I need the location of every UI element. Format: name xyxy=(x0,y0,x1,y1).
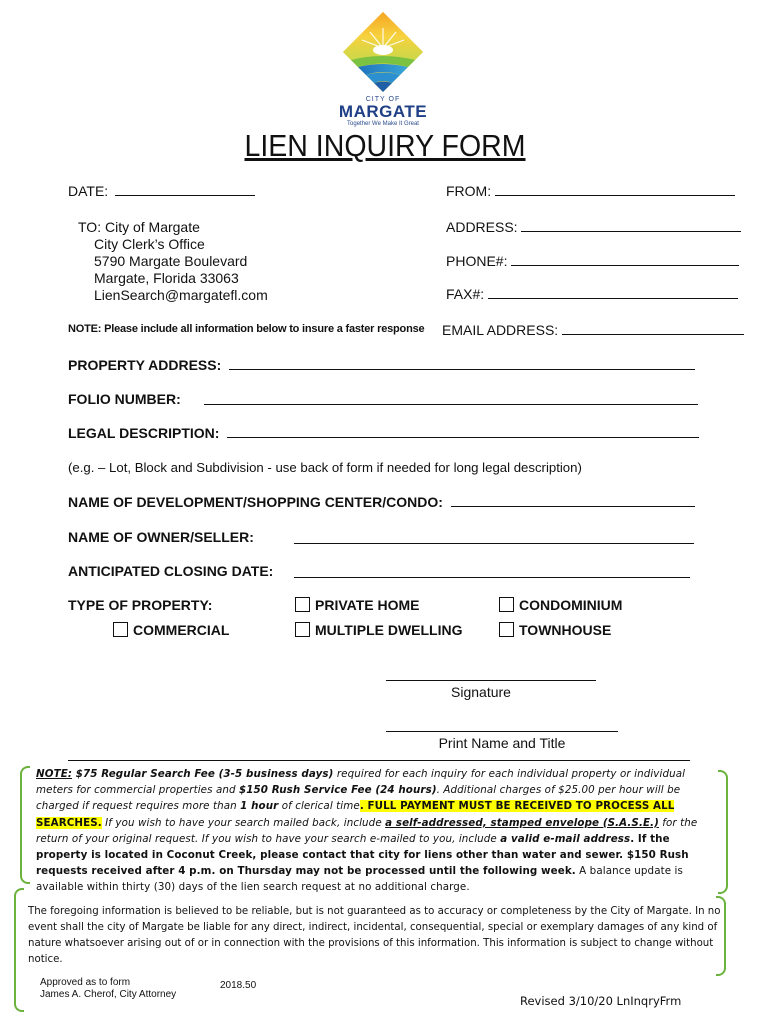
commercial-label: COMMERCIAL xyxy=(133,622,230,638)
fee-text-10: for the return of your original request. If you wish to have your search e-mailed to you, include xyxy=(36,816,698,845)
private-home-label: PRIVATE HOME xyxy=(315,597,420,613)
owner-seller-field[interactable] xyxy=(68,529,254,545)
instruction-note: NOTE: Please include all information below to insure a faster response xyxy=(68,323,425,335)
townhouse-label: TOWNHOUSE xyxy=(519,622,612,638)
phone-label: PHONE#: xyxy=(446,253,508,269)
fee-text-12: . If the property is located in Coconut Creek, please contact that city for liens other than water and sewer. $150 Rush requests received after 4 p.m. on Thursday may not be processed until the following week. xyxy=(36,832,689,878)
city-logo xyxy=(318,8,448,127)
fee-note-text xyxy=(36,766,712,896)
folio-number-label: FOLIO NUMBER: xyxy=(68,391,181,407)
to-line-3: 5790 Margate Boulevard xyxy=(94,253,248,269)
from-blank[interactable] xyxy=(495,183,735,196)
email-label: EMAIL ADDRESS: xyxy=(442,322,559,338)
legal-description-hint: (e.g. – Lot, Block and Subdivision - use back of form if needed for long legal description) xyxy=(68,460,582,475)
fee-text-8: If you wish to have your search mailed back, include xyxy=(101,816,386,829)
section-divider xyxy=(68,760,690,761)
date-label: DATE: xyxy=(68,183,109,199)
logo-city-of: CITY OF xyxy=(365,96,401,103)
logo-tagline: Together We Make It Great xyxy=(347,121,419,127)
commercial-option[interactable] xyxy=(113,622,229,638)
to-line-1: TO: City of Margate xyxy=(78,219,200,235)
revision-note: Revised 3/10/20 LnInqryFrm xyxy=(520,994,682,1008)
property-address-label: PROPERTY ADDRESS: xyxy=(68,357,222,373)
full-payment-highlight: . FULL PAYMENT MUST BE RECEIVED TO PROCESS ALL SEARCHES. xyxy=(36,800,675,829)
legal-description-label: LEGAL DESCRIPTION: xyxy=(68,425,220,441)
print-name-label: Print Name and Title xyxy=(438,735,566,751)
folio-number-field[interactable] xyxy=(68,391,181,407)
from-field[interactable] xyxy=(446,183,735,199)
closing-date-label: ANTICIPATED CLOSING DATE: xyxy=(68,563,274,579)
disclaimer-text: The foregoing information is believed to be reliable, but is not guaranteed as to accuracy or completeness by the City of Margate. In no event shall the city of Margate be liable for any direct, indirect, incidental, consequential, special or exemplary damages of any kind of nature whatsoever arising out of or in connection with the provisions of this information. This information is subject to change without notice. xyxy=(28,906,721,965)
form-title: LIEN INQUIRY FORM xyxy=(244,128,526,163)
logo-name: MARGATE xyxy=(338,102,428,121)
fee-rush: $150 Rush Service Fee (24 hours) xyxy=(239,784,437,797)
type-of-property-label: TYPE OF PROPERTY: xyxy=(68,597,213,613)
multiple-dwelling-option[interactable] xyxy=(295,622,463,638)
condominium-option[interactable] xyxy=(499,597,622,613)
legal-description-blank[interactable] xyxy=(227,425,699,438)
owner-seller-blank[interactable] xyxy=(294,543,694,544)
townhouse-checkbox[interactable] xyxy=(499,622,514,637)
legal-description-field[interactable] xyxy=(68,425,699,441)
development-label: NAME OF DEVELOPMENT/SHOPPING CENTER/CONDO: xyxy=(68,494,443,510)
recipient-address xyxy=(78,219,268,304)
to-email: LienSearch@margatefl.com xyxy=(94,287,268,303)
fee-text-13: A balance update is available within thirty (30) days of the lien search request at no additional charge. xyxy=(36,865,683,894)
property-address-field[interactable] xyxy=(68,357,695,373)
fee-text-6: of clerical time xyxy=(278,800,360,813)
print-name-line[interactable] xyxy=(386,731,618,732)
private-home-option[interactable] xyxy=(295,597,420,613)
folio-number-blank[interactable] xyxy=(204,404,698,405)
signature-line[interactable] xyxy=(386,680,596,681)
email-field[interactable] xyxy=(442,322,744,338)
fee-valid-email: a valid e-mail address xyxy=(500,832,631,845)
approved-block xyxy=(40,977,176,1001)
fee-regular: $75 Regular Search Fee (3-5 business days) xyxy=(72,768,334,780)
address-label: ADDRESS: xyxy=(446,219,518,235)
phone-blank[interactable] xyxy=(511,253,739,266)
owner-seller-label: NAME OF OWNER/SELLER: xyxy=(68,529,254,545)
fax-label: FAX#: xyxy=(446,286,485,302)
fee-sase: a self-addressed, stamped envelope (S.A.S.E.) xyxy=(385,816,659,829)
fax-blank[interactable] xyxy=(488,286,738,299)
address-blank[interactable] xyxy=(521,219,741,232)
fee-text-2: required for each inquiry for each individual property or individual meters for commercial properties and xyxy=(36,768,686,797)
left-bracket xyxy=(20,766,30,884)
margate-emblem-icon xyxy=(318,8,448,98)
private-home-checkbox[interactable] xyxy=(295,597,310,612)
to-line-2: City Clerk’s Office xyxy=(94,236,205,252)
development-blank[interactable] xyxy=(451,494,695,507)
fee-one-hour: 1 hour xyxy=(240,800,279,813)
phone-field[interactable] xyxy=(446,253,739,269)
multiple-dwelling-label: MULTIPLE DWELLING xyxy=(315,622,463,638)
fax-field[interactable] xyxy=(446,286,738,302)
form-code: 2018.50 xyxy=(220,980,257,991)
signature-label: Signature xyxy=(451,684,511,700)
fee-text-4: . Additional charges of $25.00 per hour will be charged if request requires more than xyxy=(36,784,681,813)
right-bracket xyxy=(718,770,728,894)
address-field[interactable] xyxy=(446,219,741,235)
development-field[interactable] xyxy=(68,494,695,510)
property-address-blank[interactable] xyxy=(229,357,695,370)
email-blank[interactable] xyxy=(562,322,744,335)
condominium-checkbox[interactable] xyxy=(499,597,514,612)
closing-date-blank[interactable] xyxy=(294,577,690,578)
date-field[interactable] xyxy=(68,183,255,199)
from-label: FROM: xyxy=(446,183,492,199)
commercial-checkbox[interactable] xyxy=(113,622,128,637)
date-blank[interactable] xyxy=(115,183,255,196)
condominium-label: CONDOMINIUM xyxy=(519,597,623,613)
fee-note-label: NOTE: xyxy=(36,768,73,780)
to-line-4: Margate, Florida 33063 xyxy=(94,270,239,286)
multiple-dwelling-checkbox[interactable] xyxy=(295,622,310,637)
approved-line-1: Approved as to form xyxy=(40,977,131,988)
townhouse-option[interactable] xyxy=(499,622,611,638)
fee-note-section xyxy=(24,764,724,894)
approved-line-2: James A. Cherof, City Attorney xyxy=(40,989,177,1000)
closing-date-field[interactable] xyxy=(68,563,273,579)
disclaimer-left-bracket xyxy=(14,888,24,1012)
